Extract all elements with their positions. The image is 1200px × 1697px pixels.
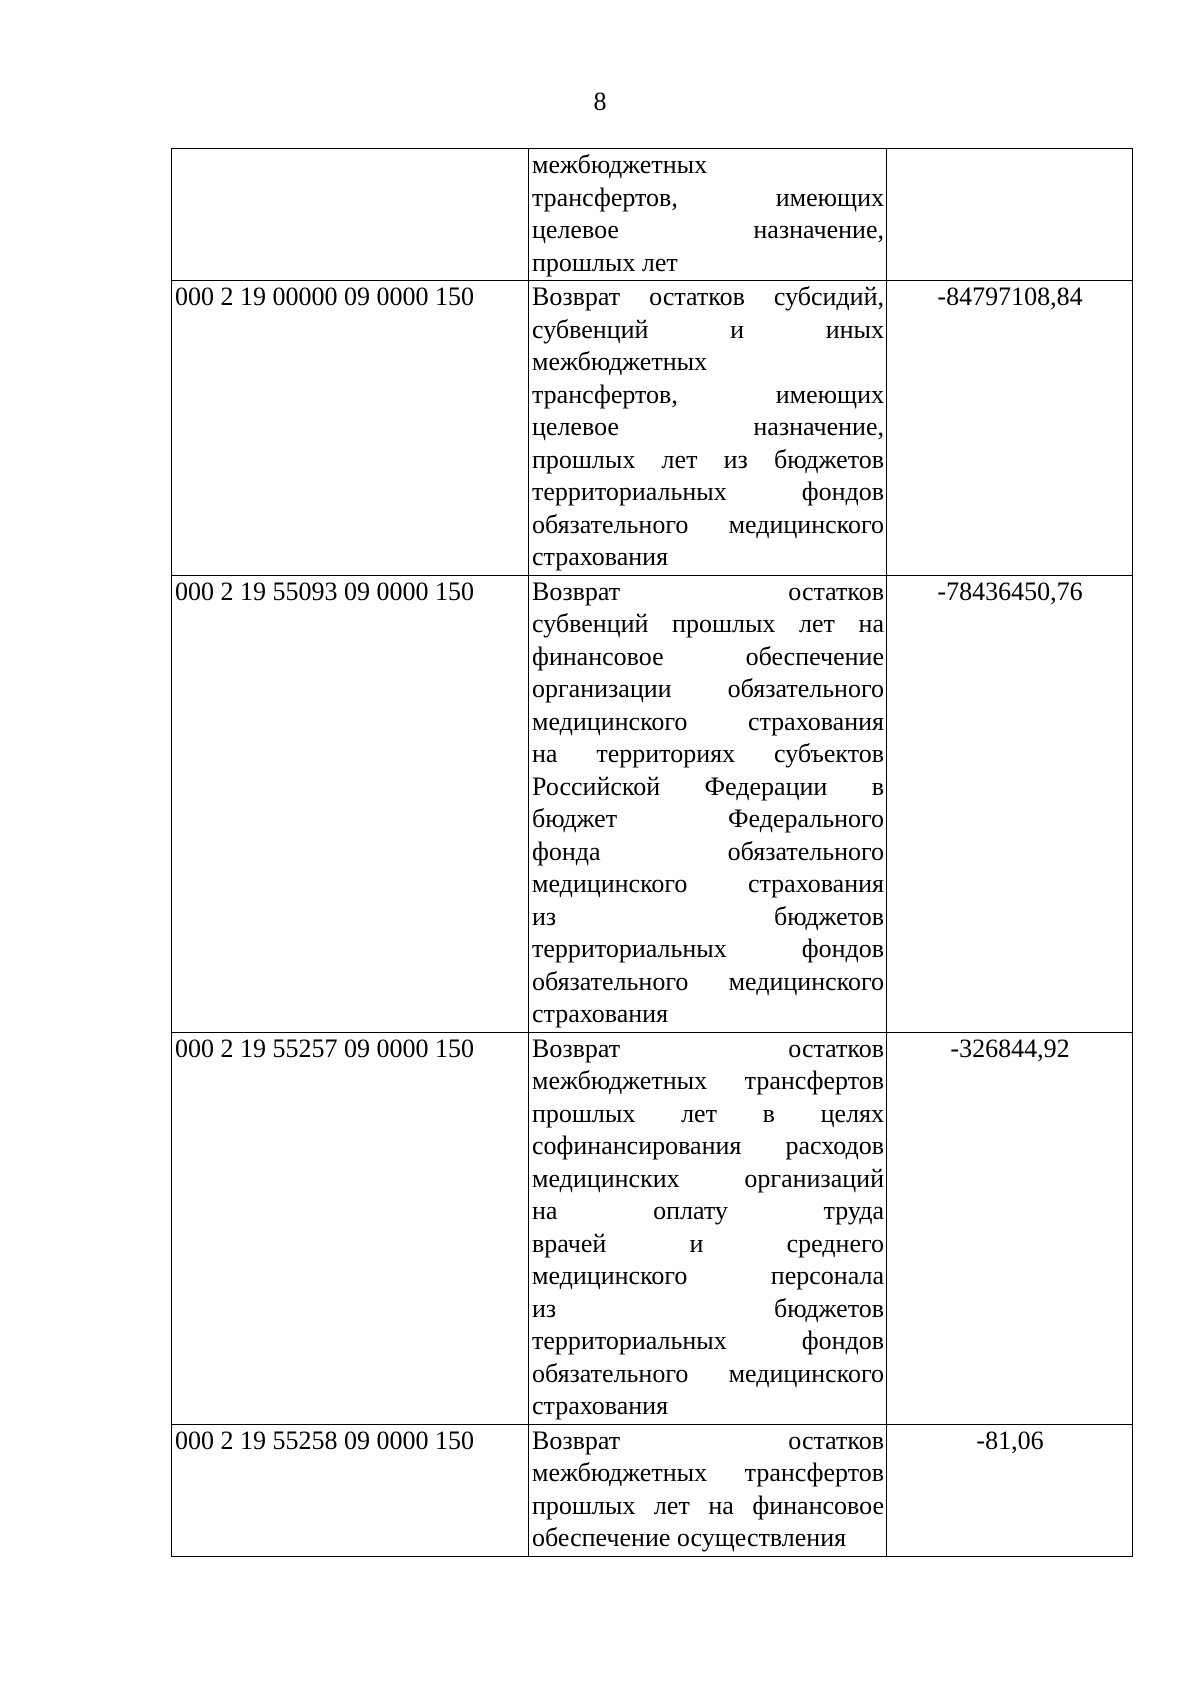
revenue-name-line: фонда обязательного: [532, 836, 884, 866]
revenue-name-line: территориальных фондов: [532, 477, 884, 506]
budget-code-cell: 000 2 19 55258 09 0000 150: [172, 1424, 529, 1556]
revenue-name-line: страхования: [532, 999, 669, 1028]
amount-cell: -78436450,76: [887, 575, 1133, 1032]
revenue-name-line: из бюджетов: [532, 901, 884, 931]
revenue-name-line: страхования: [532, 1391, 669, 1420]
revenue-name-line: страхования: [532, 542, 669, 571]
revenue-name-line: Возврат остатков субсидий,: [532, 282, 884, 311]
amount-cell: -84797108,84: [887, 281, 1133, 576]
revenue-name-line: медицинских организаций: [532, 1163, 884, 1193]
revenue-name-line: медицинского страхования: [532, 869, 884, 898]
revenue-name-line: целевое назначение,: [532, 412, 884, 441]
table-body: [172, 149, 1133, 1557]
revenue-name-line: обеспечение осуществления: [532, 1523, 847, 1552]
revenue-name-line: прошлых лет из бюджетов: [532, 444, 884, 474]
revenue-name-cell: [529, 575, 887, 1032]
revenue-name-line: межбюджетных трансфертов: [532, 1458, 884, 1487]
budget-code-cell: 000 2 19 55257 09 0000 150: [172, 1032, 529, 1424]
revenue-name-line: целевое назначение,: [532, 215, 884, 244]
revenue-name-line: межбюджетных: [532, 150, 708, 179]
budget-code-cell: 000 2 19 00000 09 0000 150: [172, 281, 529, 576]
budget-code-cell: 000 2 19 55093 09 0000 150: [172, 575, 529, 1032]
revenue-name-line: обязательного медицинского: [532, 509, 884, 539]
budget-code-cell: [172, 149, 529, 281]
revenue-name-line: субвенций прошлых лет на: [532, 609, 884, 638]
revenue-name-cell: [529, 1032, 887, 1424]
revenue-name-line: медицинского страхования: [532, 706, 884, 736]
revenue-name-line: из бюджетов: [532, 1293, 884, 1323]
revenue-name-line: обязательного медицинского: [532, 966, 884, 996]
table-row: [172, 149, 1133, 281]
revenue-name-line: Возврат остатков: [532, 1033, 884, 1063]
revenue-name-line: прошлых лет на финансовое: [532, 1490, 884, 1520]
revenue-name-line: прошлых лет: [532, 247, 678, 277]
table-row: [172, 1032, 1133, 1424]
revenue-name-line: межбюджетных: [532, 347, 708, 376]
revenue-name-line: трансфертов, имеющих: [532, 379, 884, 409]
amount-cell: -326844,92: [887, 1032, 1133, 1424]
revenue-name-line: территориальных фондов: [532, 1326, 884, 1355]
revenue-name-line: на оплату труда: [532, 1196, 884, 1225]
revenue-name-line: организации обязательного: [532, 674, 884, 703]
revenue-name-line: территориальных фондов: [532, 934, 884, 963]
revenue-name-line: медицинского персонала: [532, 1261, 884, 1290]
revenue-name-cell: [529, 1424, 887, 1556]
table-row: [172, 1424, 1133, 1556]
revenue-name-cell: [529, 281, 887, 576]
revenue-name-line: трансфертов, имеющих: [532, 182, 884, 212]
revenue-name-line: межбюджетных трансфертов: [532, 1066, 884, 1095]
revenue-name-line: софинансирования расходов: [532, 1131, 884, 1160]
revenue-name-line: Российской Федерации в: [532, 771, 884, 801]
revenue-name-line: субвенций и иных: [532, 314, 884, 344]
revenue-name-line: финансовое обеспечение: [532, 641, 884, 671]
amount-cell: -81,06: [887, 1424, 1133, 1556]
table-row: [172, 575, 1133, 1032]
revenue-name-line: Возврат остатков: [532, 1425, 884, 1455]
revenue-name-cell: [529, 149, 887, 281]
revenue-name-line: бюджет Федерального: [532, 804, 884, 833]
table-row: [172, 281, 1133, 576]
budget-table: [171, 148, 1133, 1557]
amount-cell: [887, 149, 1133, 281]
revenue-name-line: врачей и среднего: [532, 1228, 884, 1258]
revenue-name-line: прошлых лет в целях: [532, 1098, 884, 1128]
revenue-name-line: Возврат остатков: [532, 576, 884, 606]
revenue-name-line: на территориях субъектов: [532, 739, 884, 768]
page-number: 8: [593, 87, 607, 116]
revenue-name-line: обязательного медицинского: [532, 1358, 884, 1388]
